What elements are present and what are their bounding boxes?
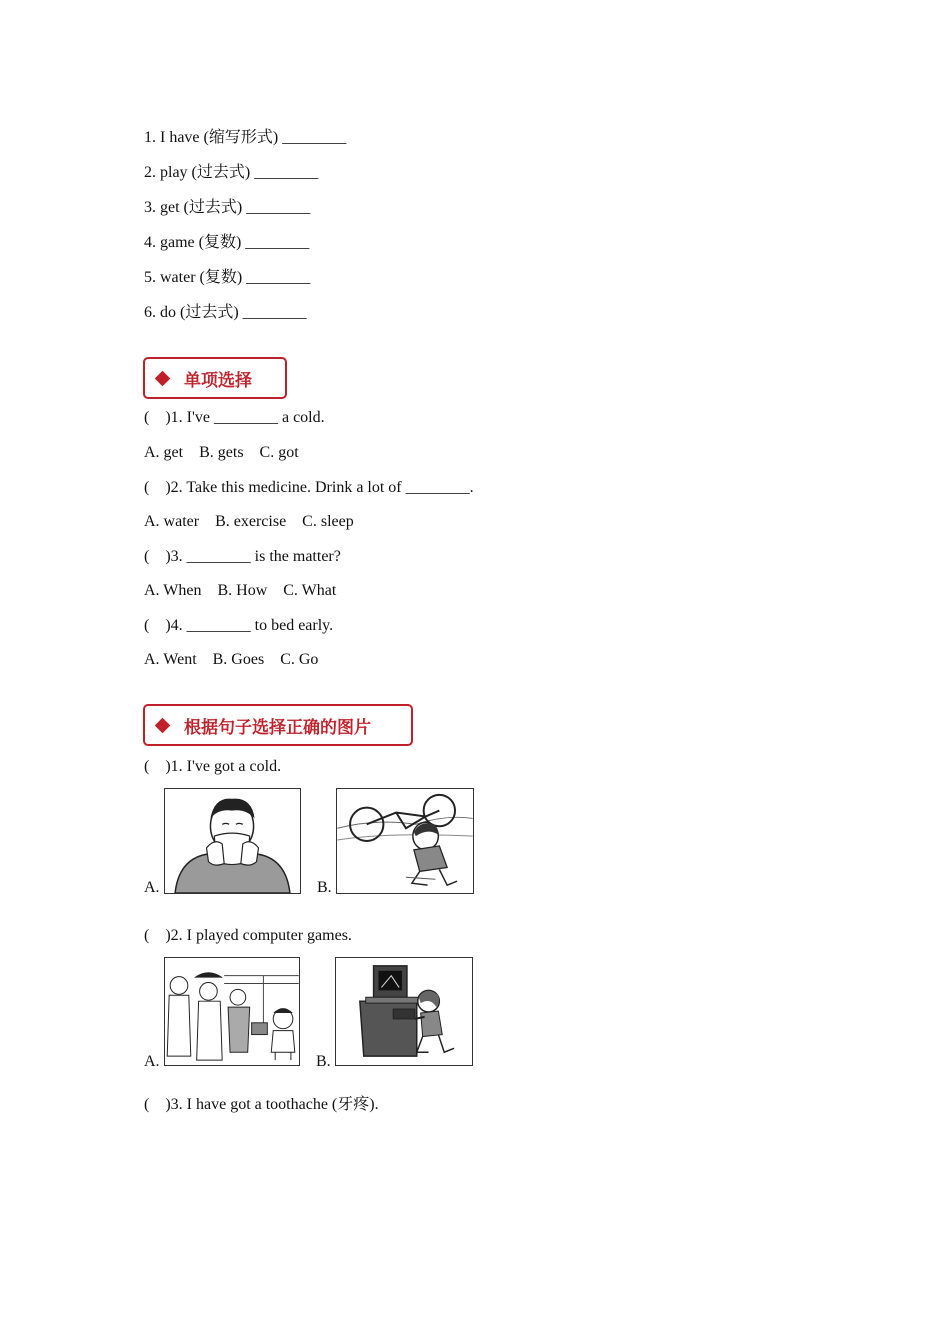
option-label-a: A.: [144, 879, 160, 896]
picture-boy-fell-off-bike[interactable]: [336, 788, 474, 894]
question-options: A. Went B. Goes C. Go: [144, 651, 319, 668]
question-options: A. When B. How C. What: [144, 582, 337, 599]
hospital-illustration: [165, 958, 299, 1065]
fill-in-item-1: 1. I have (缩写形式) ________: [144, 129, 347, 146]
question-stem: ( )2. I played computer games.: [144, 927, 352, 944]
question-stem: ( )3. ________ is the matter?: [144, 548, 341, 565]
question-options: A. water B. exercise C. sleep: [144, 513, 354, 530]
picture-boy-sneezing[interactable]: [164, 788, 301, 894]
sneezing-boy-illustration: [165, 789, 300, 893]
option-label-b: B.: [316, 1053, 331, 1070]
section-title: 单项选择: [184, 370, 252, 391]
picture-hospital-visit[interactable]: [164, 957, 300, 1066]
fill-in-item-4: 4. game (复数) ________: [144, 234, 310, 251]
picture-boy-playing-computer[interactable]: [335, 957, 473, 1066]
diamond-icon: [155, 717, 171, 733]
question-stem: ( )1. I've got a cold.: [144, 758, 282, 775]
fill-in-item-3: 3. get (过去式) ________: [144, 199, 311, 216]
option-label-b: B.: [317, 879, 332, 896]
question-options: A. get B. gets C. got: [144, 444, 299, 461]
fill-in-item-5: 5. water (复数) ________: [144, 269, 311, 286]
computer-games-illustration: [336, 958, 472, 1065]
question-stem: ( )4. ________ to bed early.: [144, 617, 334, 634]
fill-in-item-6: 6. do (过去式) ________: [144, 304, 307, 321]
fill-in-item-2: 2. play (过去式) ________: [144, 164, 319, 181]
section-header-picture-choice: [143, 704, 413, 746]
bike-fall-illustration: [337, 789, 473, 893]
section-title: 根据句子选择正确的图片: [184, 717, 371, 738]
diamond-icon: [155, 370, 171, 386]
section-header-multiple-choice: [143, 357, 287, 399]
question-stem: ( )3. I have got a toothache (牙疼).: [144, 1096, 379, 1113]
option-label-a: A.: [144, 1053, 160, 1070]
question-stem: ( )2. Take this medicine. Drink a lot of ________.: [144, 479, 474, 496]
question-stem: ( )1. I've ________ a cold.: [144, 409, 325, 426]
